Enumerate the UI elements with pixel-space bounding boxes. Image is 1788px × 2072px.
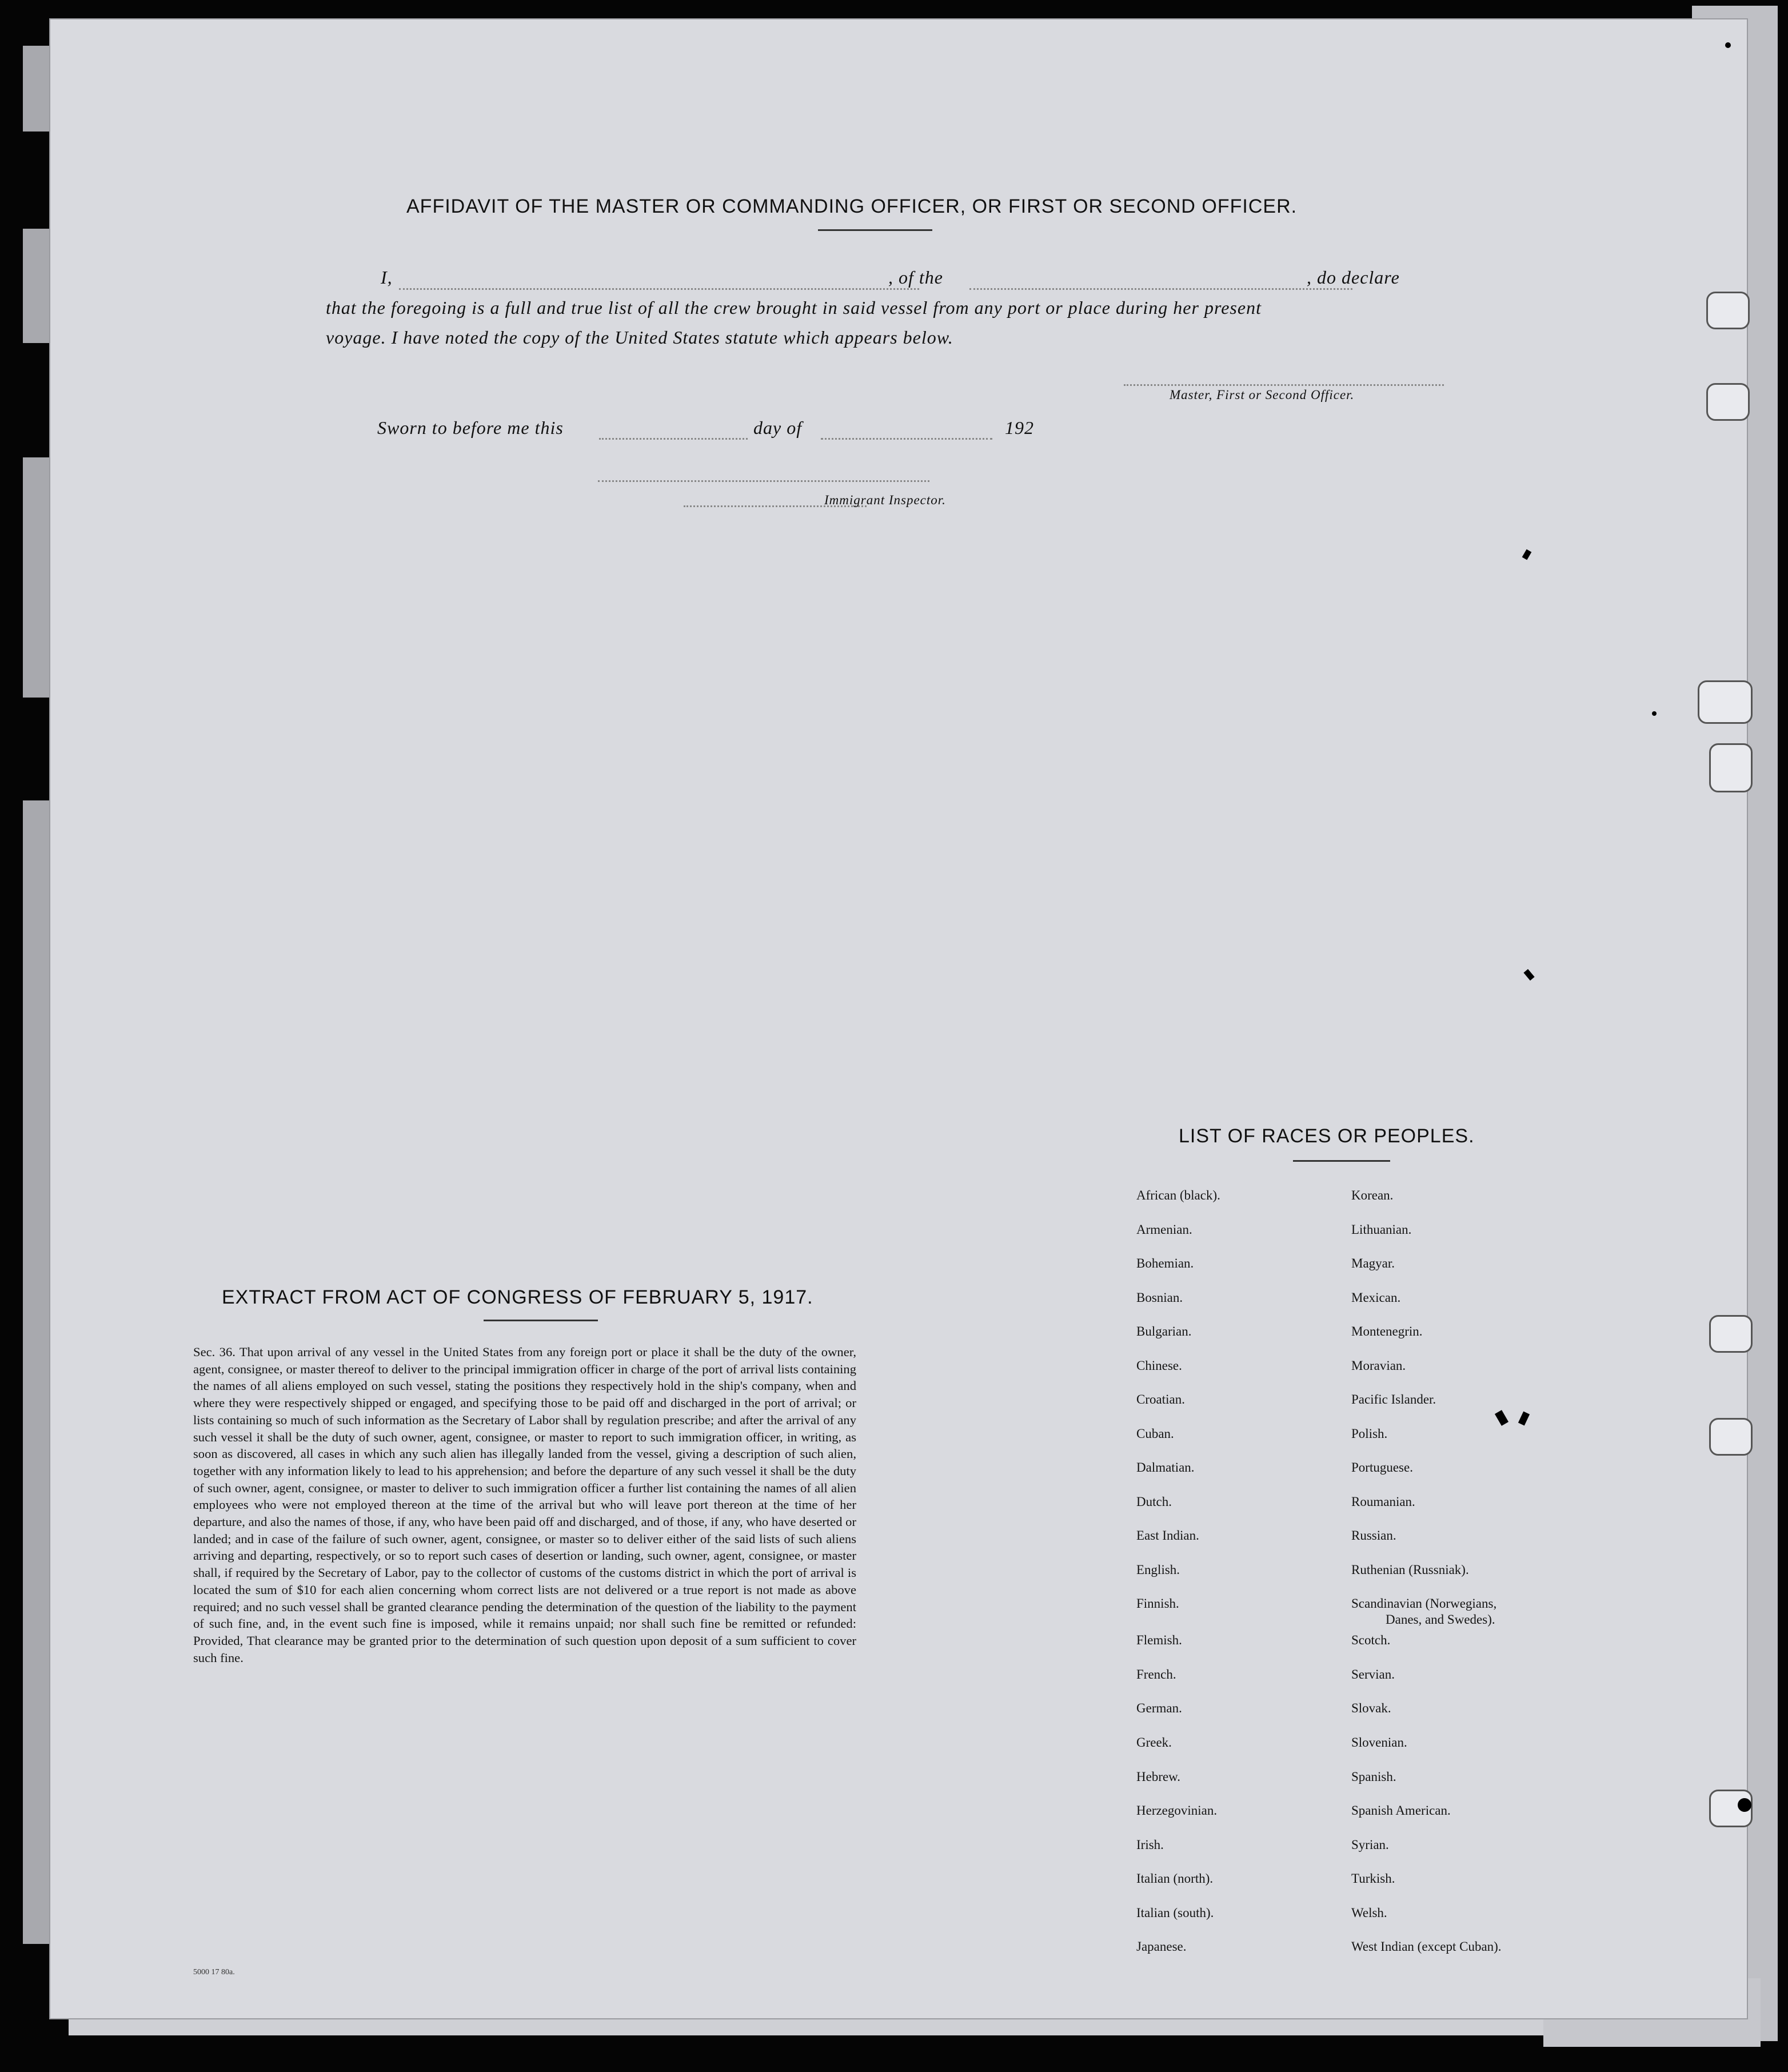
affidavit-title: AFFIDAVIT OF THE MASTER OR COMMANDING OFFICER, OR FIRST OR SECOND OFFICER. [406,196,1298,217]
race-item: Irish. [1136,1838,1164,1852]
day-blank[interactable] [599,438,748,440]
name-blank[interactable] [399,288,919,290]
race-item: Roumanian. [1351,1495,1415,1509]
race-item: Chinese. [1136,1358,1182,1373]
affidavit-line3: voyage. I have noted the copy of the United States statute which appears below. [326,327,953,348]
race-item: Servian. [1351,1667,1395,1681]
race-item: Scotch. [1351,1633,1391,1647]
race-item: Mexican. [1351,1290,1401,1305]
race-item: Spanish. [1351,1770,1396,1784]
race-item: Italian (north). [1136,1871,1214,1886]
race-item: Danes, and Swedes). [1386,1612,1495,1627]
race-item: Montenegrin. [1351,1324,1423,1338]
races-title-rule [1293,1160,1390,1162]
affidavit-line1-end: , do declare [1307,267,1400,288]
race-item: Flemish. [1136,1633,1182,1647]
race-item: Croatian. [1136,1392,1185,1406]
race-item: Bulgarian. [1136,1324,1192,1338]
race-item: African (black). [1136,1188,1220,1202]
affidavit-line2: that the foregoing is a full and true list of all the crew brought in said vessel from any port or place during her present [326,297,1262,318]
document-page [49,18,1748,2019]
race-item: Pacific Islander. [1351,1392,1436,1406]
ink-mark-icon [1738,1798,1751,1812]
race-item: Herzegovinian. [1136,1803,1218,1818]
race-item: Slovak. [1351,1701,1391,1715]
inspector-label: Immigrant Inspector. [824,493,946,507]
sworn-year: 192 [1005,417,1034,438]
race-item: Spanish American. [1351,1803,1451,1818]
race-item: Bosnian. [1136,1290,1183,1305]
race-item: Magyar. [1351,1256,1395,1270]
race-item: English. [1136,1563,1180,1577]
race-item: Lithuanian. [1351,1222,1412,1237]
extract-title: EXTRACT FROM ACT OF CONGRESS OF FEBRUARY 5, 1917. [222,1286,813,1308]
inspector-signature-line[interactable] [598,480,929,482]
races-title: LIST OF RACES OR PEOPLES. [1179,1125,1475,1147]
race-item: Welsh. [1351,1906,1387,1920]
month-blank[interactable] [821,438,992,440]
sworn-mid: day of [753,417,803,438]
race-item: German. [1136,1701,1182,1715]
edge-tab [23,229,51,343]
binder-clip-icon [1706,292,1750,329]
race-item: Slovenian. [1351,1735,1407,1750]
race-item: Polish. [1351,1427,1388,1441]
race-item: Japanese. [1136,1939,1187,1954]
race-item: Greek. [1136,1735,1172,1750]
race-item: East Indian. [1136,1528,1199,1543]
race-item: Scandinavian (Norwegians, [1351,1596,1497,1611]
binder-clip-icon [1709,1418,1753,1456]
affidavit-title-rule [818,229,932,231]
binder-clip-icon [1706,383,1750,421]
edge-tab [23,46,51,132]
race-item: Dutch. [1136,1495,1172,1509]
race-item: Turkish. [1351,1871,1395,1886]
race-item: Moravian. [1351,1358,1406,1373]
affidavit-line1-mid: , of the [888,267,943,288]
race-item: Syrian. [1351,1838,1389,1852]
race-item: West Indian (except Cuban). [1351,1939,1502,1954]
race-item: Bohemian. [1136,1256,1194,1270]
affidavit-line1-start: I, [381,267,393,288]
edge-tab [23,457,51,698]
race-item: Italian (south). [1136,1906,1214,1920]
binder-clip-icon [1698,680,1753,724]
extract-body: Sec. 36. That upon arrival of any vessel in the United States from any foreign port or place it shall be the duty of the owner, agent, consignee, or master thereof to deliver to the principal immigration officer in charge of the port of arrival lists containing the names of all aliens employed on such vessel, stating the positions they respectively hold in the ship's company, when and where they were respectively shipped or engaged, and specifying those to be paid off and discharged in the port of arrival; or lists containing so much of such information as the Secretary of Labor shall by regulation prescribe; and after the arrival of any such vessel it shall be the duty of such owner, agent, consignee, or master to report to such immigration officer, in writing, as soon as discovered, all cases in which any such alien has illegally landed from the vessel, giving a description of such alien, together with any information likely to lead to his apprehension; and before the departure of any such vessel it shall be the duty of such owner, agent, consignee, or master to deliver to such immigration officer a further list containing the names of all alien employees who were not employed thereon at the time of the arrival but who will leave port thereon at the time of her departure, and also the names of those, if any, who have been paid off and discharged, and of those, if any, who have deserted or landed; and in case of the failure of such owner, agent, consignee, or master so to deliver either of the said lists of such aliens arriving and departing, respectively, or so to report such cases of desertion or landing, such owner, agent, consignee, or master shall, if required by the Secretary of Labor, pay to the collector of customs of the customs district in which the port of arrival is located the sum of $10 for each alien concerning whom correct lists are not delivered or a true report is not made as above required; and no such vessel shall be granted clearance pending the determination of the question of the liability to the payment of such fine, and, in the event such fine is imposed, while it remains unpaid; nor shall such fine be remitted or refunded: Provided, That clearance may be granted prior to the determination of such question upon deposit of a sum sufficient to cover such fine. [193,1345,856,1665]
vessel-blank[interactable] [969,288,1352,290]
binder-clip-icon [1709,743,1753,792]
sworn-start: Sworn to before me this [377,417,564,438]
race-item: Finnish. [1136,1596,1179,1611]
race-item: Hebrew. [1136,1770,1181,1784]
ink-mark-icon [1652,711,1657,716]
race-item: Ruthenian (Russniak). [1351,1563,1469,1577]
ink-mark-icon [1725,42,1731,48]
extract-title-rule [484,1320,598,1321]
race-item: Korean. [1351,1188,1394,1202]
master-signature-line[interactable] [1124,384,1444,386]
race-item: Portuguese. [1351,1460,1413,1475]
form-number: 5000 17 80a. [193,1968,235,1977]
edge-tab [23,800,51,1944]
race-item: French. [1136,1667,1176,1681]
race-item: Russian. [1351,1528,1396,1543]
binder-clip-icon [1709,1315,1753,1353]
master-signature-label: Master, First or Second Officer. [1170,388,1355,402]
race-item: Cuban. [1136,1427,1174,1441]
race-item: Dalmatian. [1136,1460,1195,1475]
race-item: Armenian. [1136,1222,1192,1237]
